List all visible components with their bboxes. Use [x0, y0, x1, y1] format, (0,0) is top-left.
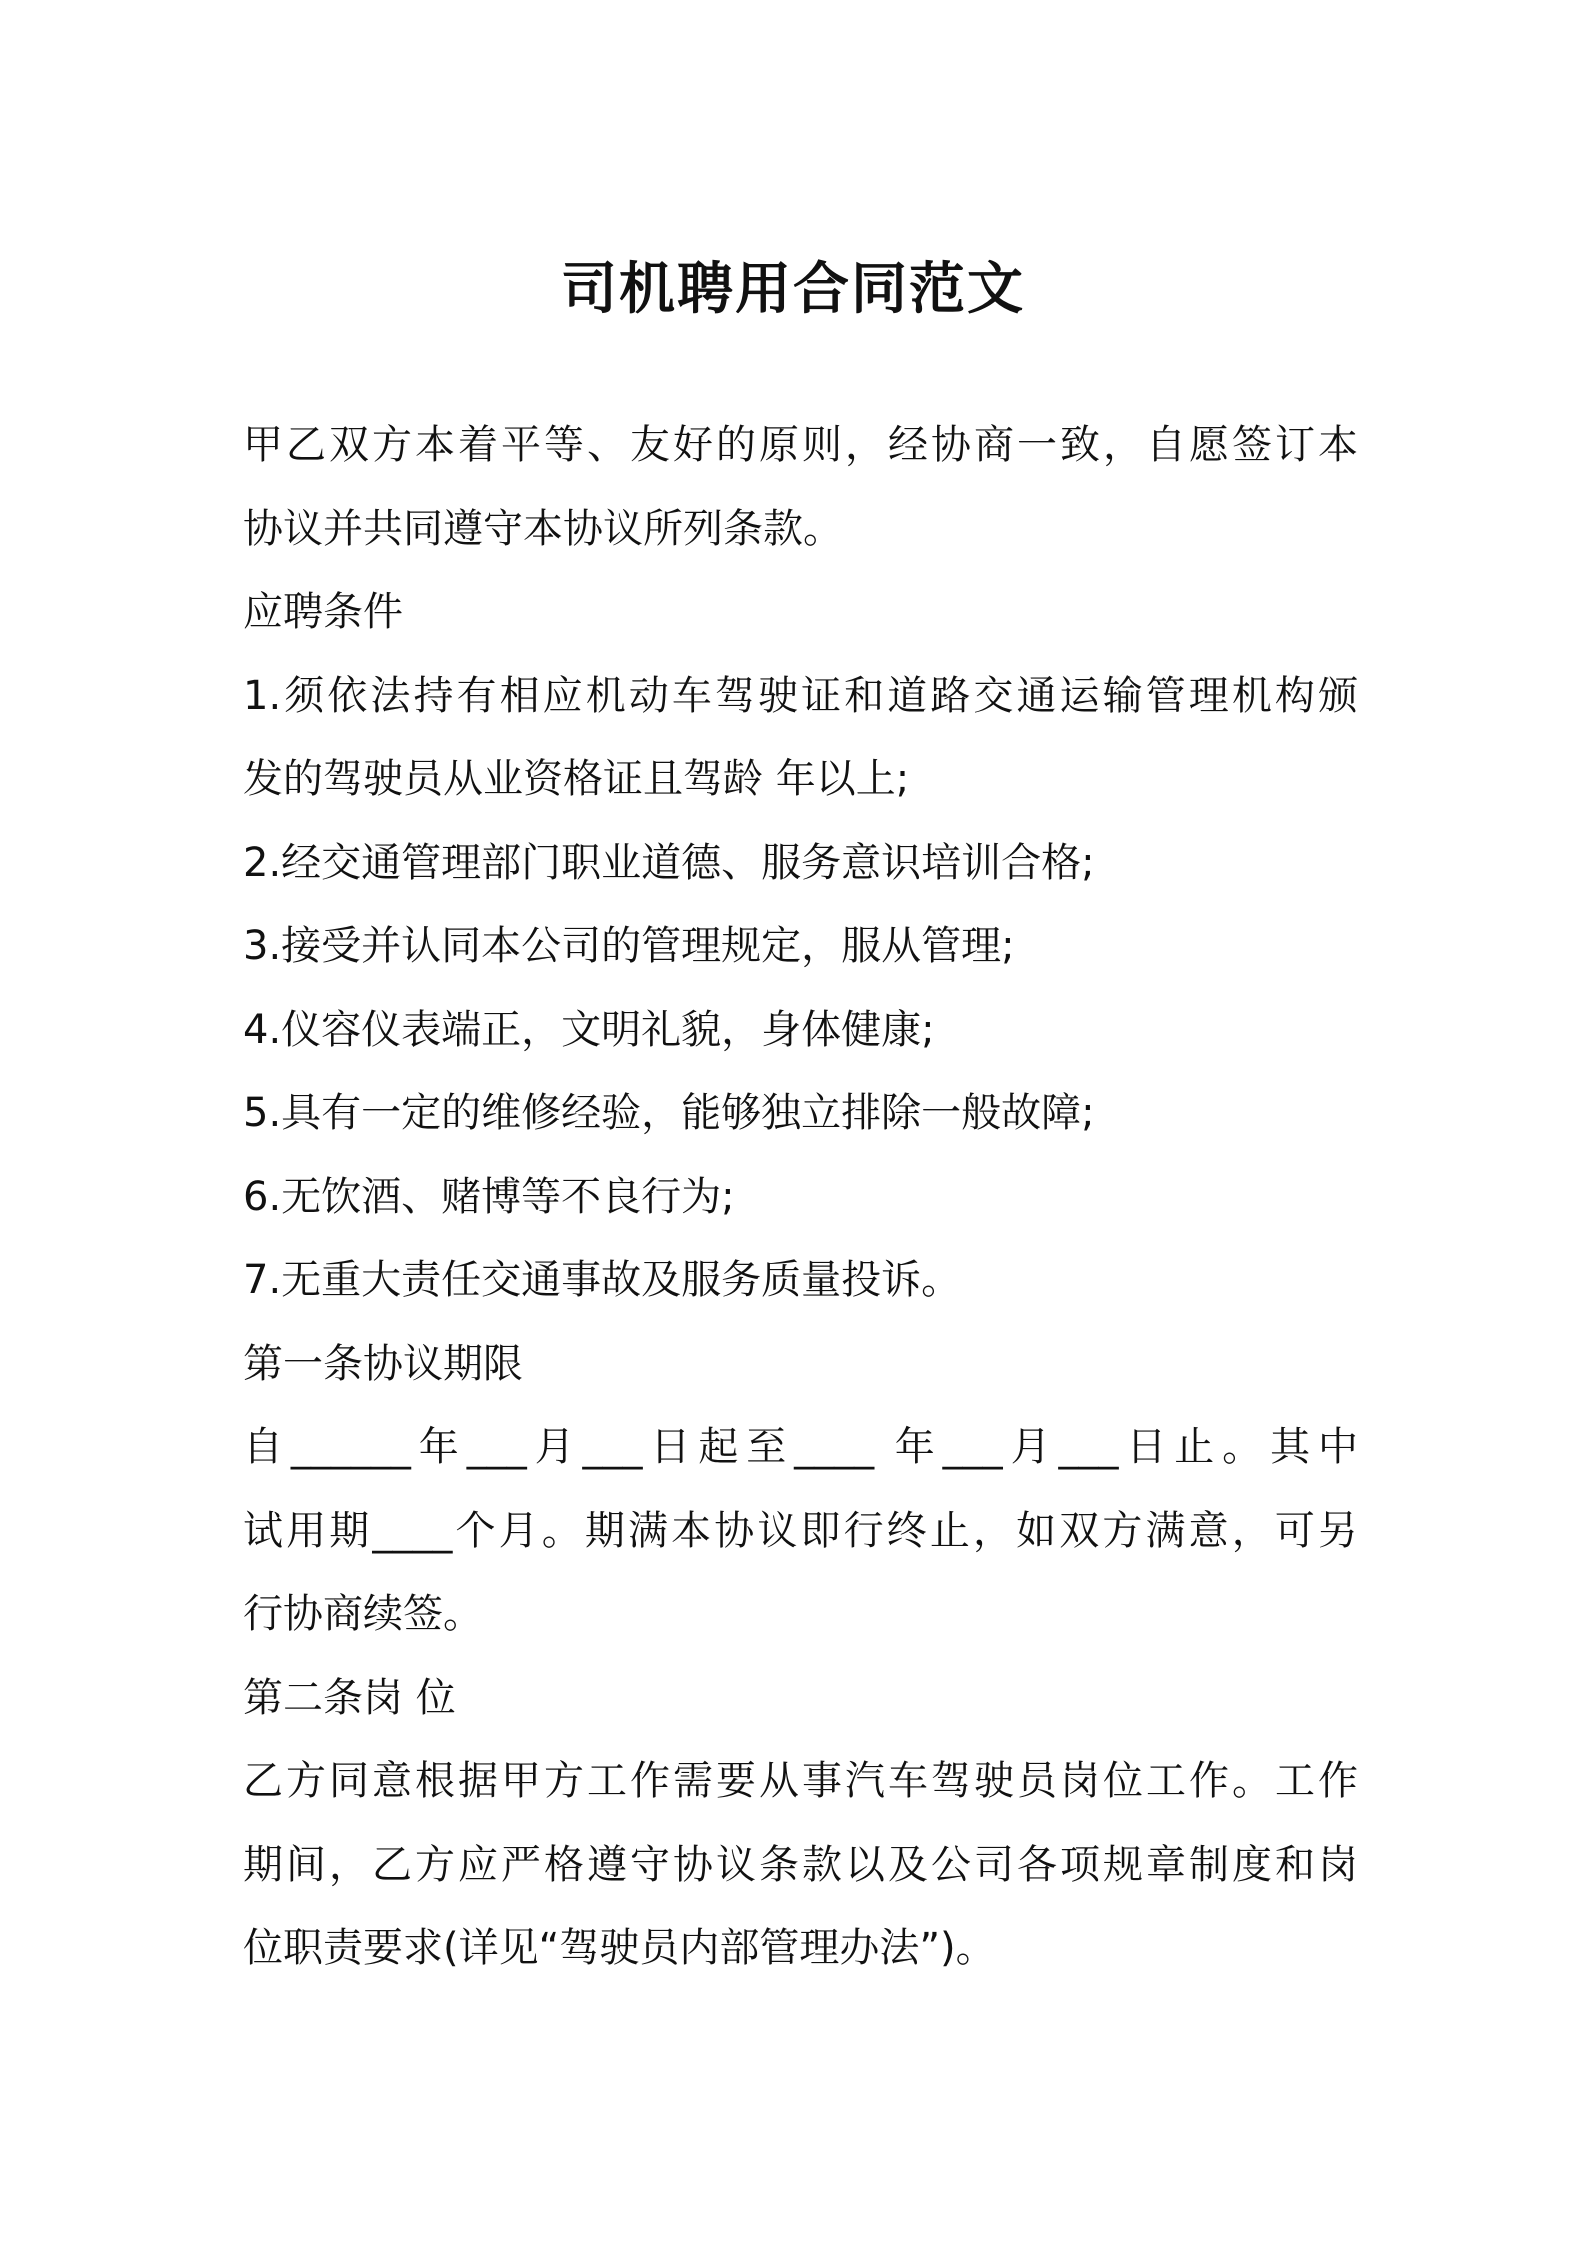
document-title: 司机聘用合同范文 [561, 257, 1025, 322]
list-item: 发的驾驶员从业资格证且驾龄 年以上; [243, 756, 910, 802]
paragraph-line: 位职责要求(详见“驾驶员内部管理办法”)。 [243, 1925, 996, 1971]
paragraph-line: 期间，乙方应严格遵守协议条款以及公司各项规章制度和岗 [243, 1841, 1358, 1888]
paragraph-line: 试用期____个月。期满本协议即行终止，如双方满意，可另 [243, 1507, 1358, 1554]
paragraph-line: 自______年___月___日起至____ 年___月___日止。其中 [243, 1424, 1358, 1470]
section-heading: 应聘条件 [243, 589, 403, 635]
list-item: 7.无重大责任交通事故及服务质量投诉。 [243, 1257, 962, 1303]
list-item: 5.具有一定的维修经验，能够独立排除一般故障; [243, 1090, 1095, 1136]
paragraph-line: 乙方同意根据甲方工作需要从事汽车驾驶员岗位工作。工作 [243, 1758, 1358, 1804]
list-item: 1.须依法持有相应机动车驾驶证和道路交通运输管理机构颁 [243, 672, 1358, 719]
paragraph-line: 行协商续签。 [243, 1591, 483, 1637]
document-body [243, 404, 1358, 1991]
list-item: 4.仪容仪表端正，文明礼貌，身体健康; [243, 1006, 935, 1053]
list-item: 6.无饮酒、赌博等不良行为; [243, 1173, 735, 1220]
list-item: 3.接受并认同本公司的管理规定，服从管理; [243, 923, 1015, 969]
section-heading: 第二条岗 位 [243, 1674, 456, 1721]
list-item: 2.经交通管理部门职业道德、服务意识培训合格; [243, 839, 1095, 886]
section-heading: 第一条协议期限 [243, 1340, 523, 1387]
paragraph-line: 协议并共同遵守本协议所列条款。 [243, 505, 843, 552]
paragraph-line: 甲乙双方本着平等、友好的原则，经协商一致，自愿签订本 [243, 422, 1358, 468]
